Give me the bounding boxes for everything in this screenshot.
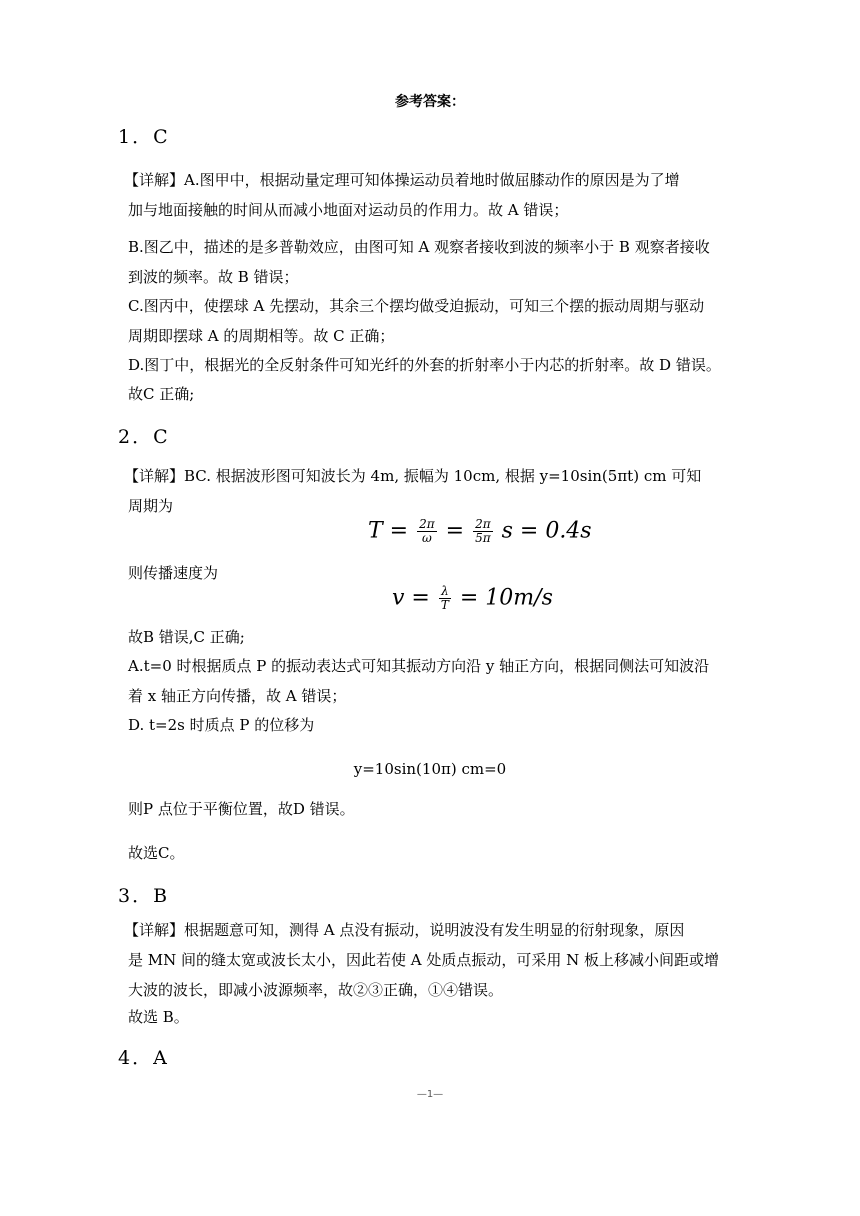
period-eq-fraction-2 [473, 518, 493, 545]
page-number: —1— [416, 1089, 444, 1100]
question-3-answer: 3．B [118, 885, 170, 907]
q2-line-2: 周期为 [128, 497, 174, 515]
velocity-eq-lhs: v = [392, 585, 430, 611]
velocity-equation [392, 585, 553, 612]
q1-line-2: 加与地面接触的时间从而减小地面对运动员的作用力。故 A 错误； [128, 201, 569, 219]
velocity-eq-fraction [439, 585, 451, 612]
period-eq-fraction-1 [417, 518, 437, 545]
period-eq-lhs: T = [368, 518, 409, 544]
q3-line-1: 【详解】根据题意可知，测得 A 点没有振动，说明波没有发生明显的衍射现象，原因 [124, 921, 685, 939]
q2-line-4: 故B 错误,C 正确; [128, 628, 245, 646]
question-2-answer: 2．C [118, 426, 170, 448]
question-1-answer: 1．C [118, 126, 170, 148]
q1-line-3: B.图乙中，描述的是多普勒效应，由图可知 A 观察者接收到波的频率小于 B 观察者接收 [128, 238, 710, 256]
q1-line-8: 故C 正确; [128, 385, 195, 403]
q3-line-4: 故选 B。 [128, 1008, 189, 1026]
q2-line-8: 则P 点位于平衡位置，故D 错误。 [128, 800, 355, 818]
period-equation [368, 518, 592, 545]
q1-line-1: 【详解】A.图甲中，根据动量定理可知体操运动员着地时做屈膝动作的原因是为了增 [124, 171, 680, 189]
q1-line-6: 周期即摆球 A 的周期相等。故 C 正确； [128, 327, 395, 345]
period-eq-mid: = [445, 518, 465, 544]
q3-line-3: 大波的波长，即减小波源频率，故②③正确，①④错误。 [128, 981, 504, 999]
velocity-frac-denominator: T [440, 598, 449, 612]
frac1-numerator: 2π [419, 517, 435, 531]
q2-line-1: 【详解】BC. 根据波形图可知波长为 4m, 振幅为 10cm, 根据 y=10sin(5πt) cm 可知 [124, 467, 702, 485]
q1-line-7: D.图丁中，根据光的全反射条件可知光纤的外套的折射率小于内芯的折射率。故 D 错误。 [128, 356, 721, 374]
period-eq-rhs: s = 0.4s [501, 518, 592, 544]
q1-line-5: C.图丙中，使摆球 A 先摆动，其余三个摆均做受迫振动，可知三个摆的振动周期与驱动 [128, 297, 705, 315]
q2-line-5: A.t=0 时根据质点 P 的振动表达式可知其振动方向沿 y 轴正方向，根据同侧法可知波沿 [128, 657, 710, 675]
question-4-answer: 4．A [118, 1047, 169, 1069]
q3-line-2: 是 MN 间的缝太宽或波长太小，因此若使 A 处质点振动，可采用 N 板上移减小间距或增 [128, 951, 720, 969]
velocity-eq-rhs: = 10m/s [459, 585, 553, 611]
frac2-denominator: 5π [475, 531, 491, 545]
velocity-frac-numerator: λ [439, 585, 451, 599]
q2-line-6: 着 x 轴正方向传播，故 A 错误； [128, 687, 347, 705]
frac2-numerator: 2π [475, 517, 491, 531]
q2-line-9: 故选C。 [128, 844, 185, 862]
frac1-denominator: ω [421, 531, 432, 545]
q2-line-3: 则传播速度为 [128, 564, 219, 582]
q2-line-7: D. t=2s 时质点 P 的位移为 [128, 716, 315, 734]
q1-line-4: 到波的频率。故 B 错误； [128, 268, 299, 286]
displacement-equation: y=10sin(10π) cm=0 [353, 760, 507, 778]
page-title: 参考答案： [395, 94, 465, 110]
